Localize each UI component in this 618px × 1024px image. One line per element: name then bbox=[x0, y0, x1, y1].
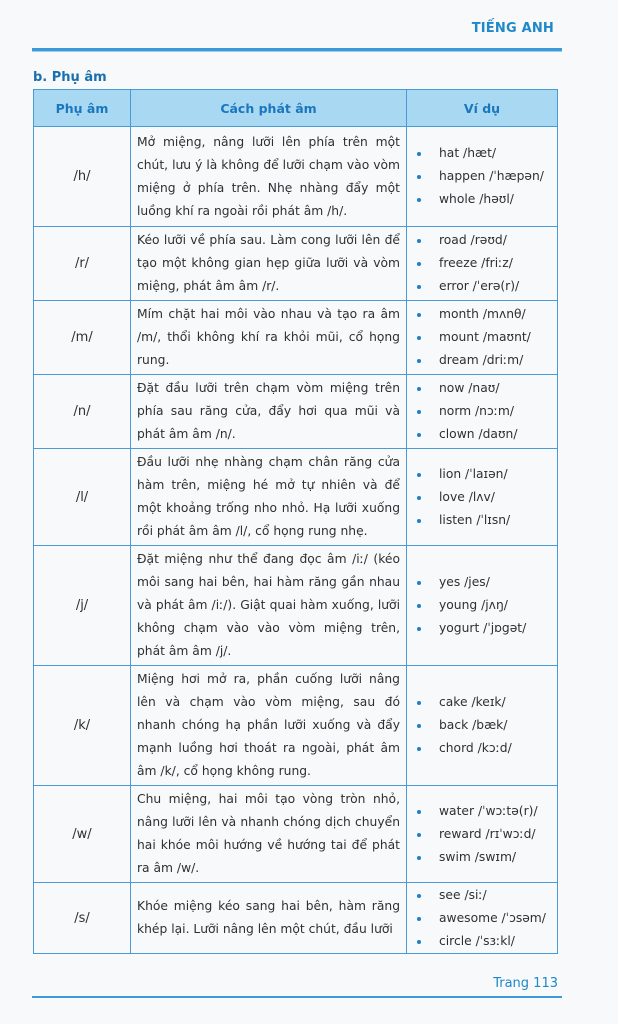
example-item: month /mʌnθ/ bbox=[417, 303, 557, 326]
examples-cell bbox=[407, 883, 558, 954]
example-item: yes /jes/ bbox=[417, 571, 557, 594]
table-row bbox=[34, 666, 558, 786]
consonant-cell: /n/ bbox=[34, 375, 131, 449]
table-row bbox=[34, 786, 558, 883]
pronunciation-cell: Đặt đầu lưỡi trên chạm vòm miệng trên phía sau răng cửa, đẩy hơi qua mũi và phát âm âm /n/. bbox=[131, 375, 407, 449]
table-row bbox=[34, 375, 558, 449]
consonant-cell: /j/ bbox=[34, 546, 131, 666]
example-list bbox=[417, 377, 557, 446]
example-item: road /rəʊd/ bbox=[417, 229, 557, 252]
example-item: young /jʌŋ/ bbox=[417, 594, 557, 617]
example-item: love /lʌv/ bbox=[417, 486, 557, 509]
examples-cell bbox=[407, 546, 558, 666]
example-item: awesome /ˈɔsəm/ bbox=[417, 907, 557, 930]
example-item: cake /keɪk/ bbox=[417, 691, 557, 714]
example-item: dream /driːm/ bbox=[417, 349, 557, 372]
example-item: listen /ˈlɪsn/ bbox=[417, 509, 557, 532]
pronunciation-cell: Mở miệng, nâng lưỡi lên phía trên một chút, lưu ý là không để lưỡi chạm vào vòm miệng ở phía trên. Nhẹ nhàng đẩy một luồng khí ra ngoài rồi phát âm /h/. bbox=[131, 127, 407, 227]
examples-cell bbox=[407, 449, 558, 546]
pronunciation-cell: Chu miệng, hai môi tạo vòng tròn nhỏ, nâng lưỡi lên và nhanh chóng dịch chuyển hai khóe môi hướng về hướng tai để phát ra âm /w/. bbox=[131, 786, 407, 883]
example-list bbox=[417, 463, 557, 532]
table-header-row bbox=[34, 90, 558, 127]
header-divider bbox=[32, 48, 562, 52]
examples-cell bbox=[407, 301, 558, 375]
example-list bbox=[417, 571, 557, 640]
example-item: mount /maʊnt/ bbox=[417, 326, 557, 349]
example-item: reward /rɪˈwɔːd/ bbox=[417, 823, 557, 846]
consonant-cell: /h/ bbox=[34, 127, 131, 227]
examples-cell bbox=[407, 127, 558, 227]
example-list bbox=[417, 691, 557, 760]
consonant-cell: /w/ bbox=[34, 786, 131, 883]
example-item: see /siː/ bbox=[417, 884, 557, 907]
pronunciation-cell: Mím chặt hai môi vào nhau và tạo ra âm /m/, thổi không khí ra khỏi mũi, cổ họng rung. bbox=[131, 301, 407, 375]
consonant-cell: /l/ bbox=[34, 449, 131, 546]
table-row bbox=[34, 449, 558, 546]
example-list bbox=[417, 303, 557, 372]
pronunciation-cell: Miệng hơi mở ra, phần cuống lưỡi nâng lên và chạm vào vòm miệng, sau đó nhanh chóng hạ phần lưỡi xuống và đẩy mạnh luồng hơi thoát ra ngoài, phát âm âm /k/, cổ họng không rung. bbox=[131, 666, 407, 786]
example-item: chord /kɔːd/ bbox=[417, 737, 557, 760]
example-item: freeze /friːz/ bbox=[417, 252, 557, 275]
table-row bbox=[34, 883, 558, 954]
table-row bbox=[34, 301, 558, 375]
example-item: lion /ˈlaɪən/ bbox=[417, 463, 557, 486]
example-item: water /ˈwɔːtə(r)/ bbox=[417, 800, 557, 823]
example-list bbox=[417, 884, 557, 953]
example-item: clown /daʊn/ bbox=[417, 423, 557, 446]
example-item: circle /ˈsɜːkl/ bbox=[417, 930, 557, 953]
example-item: hat /hæt/ bbox=[417, 142, 557, 165]
example-item: error /ˈerə(r)/ bbox=[417, 275, 557, 298]
pronunciation-cell: Đặt miệng như thể đang đọc âm /iː/ (kéo môi sang hai bên, hai hàm răng gần nhau và phát âm /iː/). Giật quai hàm xuống, lưỡi không chạm vào vào vòm miệng trên, phát âm âm /j/. bbox=[131, 546, 407, 666]
consonant-cell: /m/ bbox=[34, 301, 131, 375]
examples-cell bbox=[407, 666, 558, 786]
table-row bbox=[34, 546, 558, 666]
section-title: b. Phụ âm bbox=[33, 70, 107, 85]
pronunciation-cell: Đầu lưỡi nhẹ nhàng chạm chân răng cửa hàm trên, miệng hé mở tự nhiên và để một khoảng trống nho nhỏ. Hạ lưỡi xuống rồi phát âm âm /l/, cổ họng rung nhẹ. bbox=[131, 449, 407, 546]
example-item: back /bæk/ bbox=[417, 714, 557, 737]
examples-cell bbox=[407, 375, 558, 449]
page-number: Trang 113 bbox=[493, 976, 558, 991]
column-header: Cách phát âm bbox=[131, 90, 407, 127]
examples-cell bbox=[407, 227, 558, 301]
examples-cell bbox=[407, 786, 558, 883]
example-item: now /naʊ/ bbox=[417, 377, 557, 400]
example-item: yogurt /ˈjɒgət/ bbox=[417, 617, 557, 640]
table-row bbox=[34, 227, 558, 301]
example-list bbox=[417, 800, 557, 869]
consonant-cell: /s/ bbox=[34, 883, 131, 954]
pronunciation-cell: Khóe miệng kéo sang hai bên, hàm răng khép lại. Lưỡi nâng lên một chút, đầu lưỡi bbox=[131, 883, 407, 954]
example-item: norm /nɔːm/ bbox=[417, 400, 557, 423]
consonant-table bbox=[33, 89, 558, 954]
example-list bbox=[417, 229, 557, 298]
example-list bbox=[417, 142, 557, 211]
example-item: happen /ˈhæpən/ bbox=[417, 165, 557, 188]
book-subject-title: TIẾNG ANH bbox=[471, 21, 554, 36]
footer-divider bbox=[32, 996, 562, 998]
column-header: Ví dụ bbox=[407, 90, 558, 127]
consonant-cell: /r/ bbox=[34, 227, 131, 301]
example-item: whole /həʊl/ bbox=[417, 188, 557, 211]
consonant-cell: /k/ bbox=[34, 666, 131, 786]
pronunciation-cell: Kéo lưỡi về phía sau. Làm cong lưỡi lên để tạo một không gian hẹp giữa lưỡi và vòm miệng, phát âm âm /r/. bbox=[131, 227, 407, 301]
column-header: Phụ âm bbox=[34, 90, 131, 127]
table-row bbox=[34, 127, 558, 227]
example-item: swim /swɪm/ bbox=[417, 846, 557, 869]
